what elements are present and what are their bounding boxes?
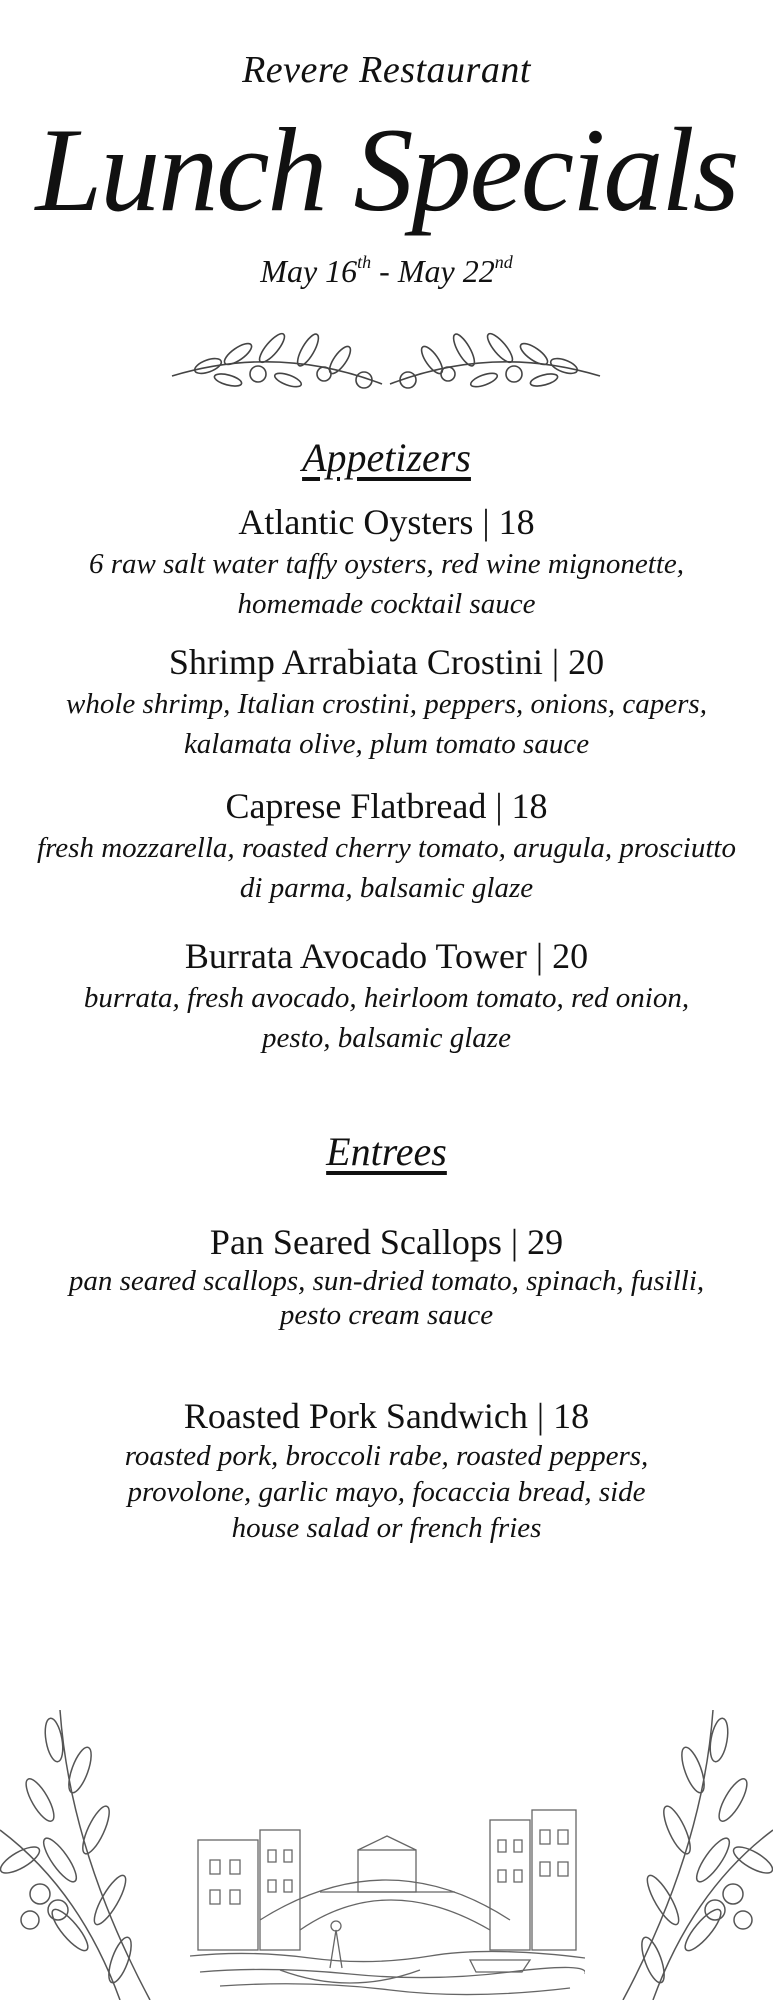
menu-item	[30, 784, 743, 908]
item-description: 6 raw salt water taffy oysters, red wine mignonette, homemade cocktail sauce	[89, 548, 684, 620]
item-description: burrata, fresh avocado, heirloom tomato, red onion, pesto, balsamic glaze	[83, 982, 690, 1054]
olive-branch-icon	[603, 1710, 773, 2000]
menu-title: Lunch Specials	[35, 103, 738, 236]
item-name: Pan Seared Scallops | 29	[209, 1222, 564, 1262]
restaurant-name: Revere Restaurant	[242, 49, 531, 91]
item-description: roasted pork, broccoli rabe, roasted peppers, provolone, garlic mayo, focaccia bread, side house salad or french fries	[124, 1440, 649, 1544]
item-name: Burrata Avocado Tower | 20	[184, 936, 589, 976]
item-name: Shrimp Arrabiata Crostini | 20	[168, 642, 605, 682]
date-range	[0, 252, 773, 290]
date-separator: -	[371, 253, 398, 289]
item-description: pan seared scallops, sun-dried tomato, spinach, fusilli, pesto cream sauce	[68, 1265, 705, 1331]
item-description: whole shrimp, Italian crostini, peppers, onions, capers, kalamata olive, plum tomato sauce	[66, 688, 707, 760]
item-name: Roasted Pork Sandwich | 18	[183, 1396, 590, 1436]
date-start: May 16	[260, 253, 358, 289]
section-heading-entrees: Entrees	[326, 1129, 447, 1174]
venice-bridge-illustration	[190, 1800, 585, 2000]
date-end-suffix: nd	[494, 252, 513, 272]
menu-item	[30, 640, 743, 764]
item-description: fresh mozzarella, roasted cherry tomato, arugula, prosciutto di parma, balsamic glaze	[37, 832, 736, 904]
menu-item	[30, 500, 743, 624]
item-name: Caprese Flatbread | 18	[225, 786, 548, 826]
date-end: May 22	[397, 253, 495, 289]
olive-branch-icon	[0, 1710, 170, 2000]
date-start-suffix: th	[357, 252, 372, 272]
item-name: Atlantic Oysters | 18	[238, 502, 535, 542]
menu-item	[30, 1394, 743, 1546]
section-heading-appetizers: Appetizers	[302, 435, 471, 480]
menu-item	[30, 934, 743, 1058]
olive-laurel-icon	[168, 314, 604, 404]
menu-item	[30, 1220, 743, 1332]
